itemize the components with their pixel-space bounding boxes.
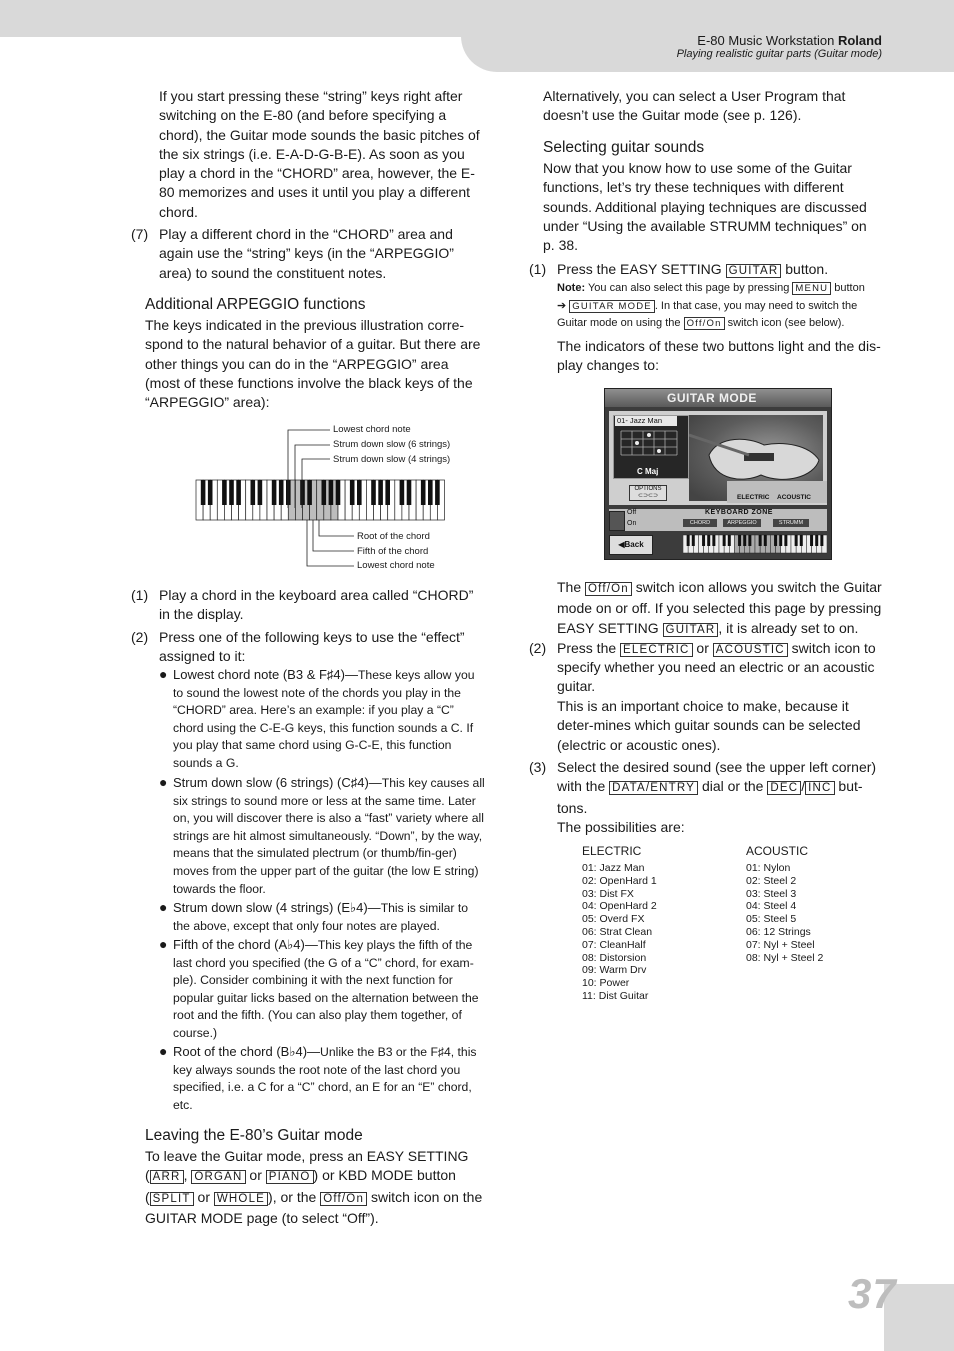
step-2-text: Press one of the following keys to use the “effect” assigned to it: [159,629,465,665]
split-button[interactable]: SPLIT [150,1192,194,1206]
screen-black-key [728,535,731,546]
note-block: Note: You can also select this page by pressing MENU button ➔ GUITAR MODE . In that case, you may need to switch the Guitar mode on using the Off/On switch icon (see below). [557,282,865,329]
step-1-text: Play a chord in the keyboard area called “CHORD” in the display. [159,587,474,623]
screen-black-key [707,535,710,546]
arr-button[interactable]: ARR [150,1170,184,1184]
header-subtitle: Playing realistic guitar parts (Guitar mode) [676,48,882,60]
screen-keyboard [683,533,827,555]
screen-black-key [820,535,823,546]
list-item: 02: Steel 2 [746,874,797,887]
acoustic-list [746,862,823,964]
sound-name-display[interactable]: 01- Jazz Man [615,416,677,426]
black-key [272,480,277,505]
off-on-switch[interactable]: Off/On [585,582,632,596]
list-item: 04: Steel 4 [746,900,797,913]
screen-black-key [795,535,798,546]
off-on-switch[interactable]: Off/On [684,317,725,330]
step-r2-rest: specify whether you need an electric or an acoustic guitar. [557,659,875,695]
step-number: (3) [529,759,547,775]
step-r2-text: Press the ELECTRIC or ACOUSTIC switch icon to [557,640,876,656]
screen-black-key [774,535,777,546]
bullet-dot: ● [159,936,168,952]
arpeggio-zone-button[interactable]: ARPEGGIO [723,519,761,527]
bullet-dot: ● [159,774,168,790]
inc-button[interactable]: INC [805,781,834,795]
strumm-zone-button[interactable]: STRUMM [773,519,809,527]
bullet-strum-4: Strum down slow (4 strings) (E♭4)—This is similar to the above, except that only four notes are played. [173,900,469,933]
screen-black-key [743,535,746,546]
step-r1-text: Press the EASY SETTING GUITAR button. [557,261,829,277]
black-key [201,480,206,505]
acoustic-switch[interactable]: ACOUSTIC [713,643,788,657]
step-7-text: Play a different chord in the “CHORD” area and again use the “string” keys (in the “ARPEGGIO” area) to sound the constituent notes. [159,226,454,281]
screen-black-key [712,535,715,546]
list-item: 06: 12 Strings [746,925,811,938]
bullet-dot: ● [159,899,168,915]
electric-list [582,862,657,1003]
label-strum-6: Strum down slow (6 strings) [333,439,451,450]
screen-black-key [779,535,782,546]
list-item: 07: Nyl + Steel [746,938,815,951]
list-item: 02: OpenHard 1 [582,874,657,887]
intro-paragraph: If you start pressing these “string” keys right after switching on the E-80 (and before specifying a chord), the Guitar mode sounds the basic pitches of the six strings (i.e. E-A-D-G-B-E). As soon as you play a chord in the “CHORD” area, however, the E-80 memorizes and uses it until you play a different chord. [159,88,480,220]
guitar-button[interactable]: GUITAR [663,623,719,637]
arpeggio-paragraph: The keys indicated in the previous illustration corre-spond to the natural behavior of a guitar. But there are other things you can do in the “ARPEGGIO” area (most of these functions involve the black keys of the “ARPEGGIO” area): [145,317,481,411]
screen-black-key [702,535,705,546]
organ-button[interactable]: ORGAN [191,1170,245,1184]
black-key [258,480,263,505]
step-r3-text: Select the desired sound (see the upper left corner) with the DATA/ENTRY dial or the DEC / INC but- tons. The possibilities are: [557,759,877,835]
step-number: (7) [131,226,149,242]
screen-black-key [815,535,818,546]
list-item: 04: OpenHard 2 [582,900,657,913]
keyboard-zone-label: KEYBOARD ZONE [705,509,773,516]
back-button[interactable]: ◀Back [609,535,653,555]
black-key [208,480,213,505]
screen-black-key [800,535,803,546]
bullet-fifth: Fifth of the chord (A♭4)—This key plays the fifth of the last chord you specified (the G of a “C” chord, for exam-ple). Consider combining it with the next function for popular guitar licks based on the alternation between the root and the fifth. (You can also play them together, of course.) [173,937,479,1040]
acoustic-column-heading: ACOUSTIC [746,844,809,858]
off-label: Off [627,509,637,516]
chord-name: C Maj [637,467,659,476]
acoustic-switch[interactable]: ACOUSTIC [777,494,811,501]
step-number: (1) [529,261,547,277]
label-lowest-chord-note-bottom: Lowest chord note [357,560,435,571]
black-key [236,480,241,505]
header-title: E-80 Music Workstation Roland [697,33,882,48]
screen-black-key [764,535,767,546]
leaving-heading: Leaving the E-80’s Guitar mode [145,1127,363,1144]
list-item: 05: Steel 5 [746,913,797,926]
alternative-paragraph: Alternatively, you can select a User Program that doesn’t use the Guitar mode (see p. 126). [543,88,846,124]
bullet-dot: ● [159,666,168,682]
dec-button[interactable]: DEC [767,781,801,795]
guitar-mode-button[interactable]: GUITAR MODE [569,300,655,313]
step-number: (2) [529,640,547,656]
selecting-heading: Selecting guitar sounds [543,139,705,156]
label-fifth: Fifth of the chord [357,546,429,557]
list-item: 08: Distorsion [582,951,647,964]
list-item: 06: Strat Clean [582,925,653,938]
electric-switch[interactable]: ELECTRIC [737,494,770,501]
screen-black-key [748,535,751,546]
label-strum-4: Strum down slow (4 strings) [333,454,451,465]
list-item: 11: Dist Guitar [582,989,649,1002]
indicators-paragraph: The indicators of these two buttons light and the dis-play changes to: [557,338,881,374]
off-on-switch[interactable]: Off/On [320,1192,367,1206]
chord-zone-button[interactable]: CHORD [683,519,717,527]
label-lowest-chord-note-top: Lowest chord note [333,424,411,435]
guitar-button[interactable]: GUITAR [726,264,782,278]
bullet-lowest-chord-note: Lowest chord note (B3 & F♯4)—These keys allow you to sound the lowest note of the chords you play in the “CHORD” area. Here’s an example: if you play a “C” chord using the C-E-G keys, this function sounds a C. If you play that same chord using G-C-E, this function sounds a G. [173,667,475,770]
guitar-mode-screen [604,388,832,560]
list-item: 05: Overd FX [582,913,645,926]
on-label: On [627,520,637,527]
list-item: 07: CleanHalf [582,938,646,951]
page-number: 37 [848,1270,897,1317]
screen-black-key [723,535,726,546]
off-on-toggle[interactable] [609,511,625,531]
list-item: 10: Power [582,977,630,990]
list-item: 03: Dist FX [582,887,634,900]
whole-button[interactable]: WHOLE [214,1192,268,1206]
leaving-paragraph: To leave the Guitar mode, press an EASY SETTING ( ARR , ORGAN or PIANO ) or KBD MODE button ( SPLIT or WHOLE ), or the Off/On switch icon on the GUITAR MODE page (to select “Off”). [145,1148,483,1226]
arpeggio-heading: Additional ARPEGGIO functions [145,296,366,313]
options-button[interactable]: OPTIONS ⊂⊃⊂⊃ [629,485,667,501]
screen-black-key [687,535,690,546]
electric-switch[interactable]: ELECTRIC [620,643,692,657]
bullet-dot: ● [159,1043,168,1059]
list-item: 01: Jazz Man [582,862,645,874]
bullet-strum-6: Strum down slow (6 strings) (C♯4)—This key causes all six strings to sound more or less at the same time. Later on, you will discover there is also a “fast” variety where all strings are hit almost simultaneously. “Down”, by the way, means that the simulated plectrum (or thumb/fin-ger) moves from the upper part of the guitar (the low E string) towards the floor. [173,775,485,896]
step-r2-more: This is an important choice to make, because it deter-mines which guitar sounds can be selected (electric or acoustic ones). [557,698,861,753]
data-entry-dial[interactable]: DATA/ENTRY [609,781,698,795]
step-number: (1) [131,587,149,603]
chord-grid [619,429,679,469]
piano-button[interactable]: PIANO [266,1170,314,1184]
list-item: 08: Nyl + Steel 2 [746,951,824,964]
bullet-root: Root of the chord (B♭4)—Unlike the B3 or the F♯4, this key always sounds the root note of the last chord you specified, i.e. a C for a “C” chord, an E for an “E” chord, etc. [173,1044,477,1112]
screen-black-key [784,535,787,546]
electric-column-heading: ELECTRIC [582,844,642,858]
black-key [251,480,256,505]
screen-title: GUITAR MODE [667,391,757,405]
list-item: 03: Steel 3 [746,887,797,900]
selecting-paragraph: Now that you know how to use some of the Guitar functions, let’s try these techniques with different sounds. Additional playing techniques are discussed under “Using the available STRUMM techniques” on p. 38. [543,160,867,254]
screen-black-key [692,535,695,546]
menu-button[interactable]: MENU [792,282,831,295]
black-key [222,480,227,505]
list-item: 09: Warm Drv [582,964,647,977]
screen-black-key [759,535,762,546]
screen-black-key [810,535,813,546]
offon-paragraph: The Off/On switch icon allows you switch the Guitar mode on or off. If you selected this page by pressing EASY SETTING GUITAR , it is already set to on. [557,579,882,636]
black-key [229,480,234,505]
screen-black-key [738,535,741,546]
label-root: Root of the chord [357,531,430,542]
list-item: 01: Nylon [746,862,791,874]
step-number: (2) [131,629,149,645]
